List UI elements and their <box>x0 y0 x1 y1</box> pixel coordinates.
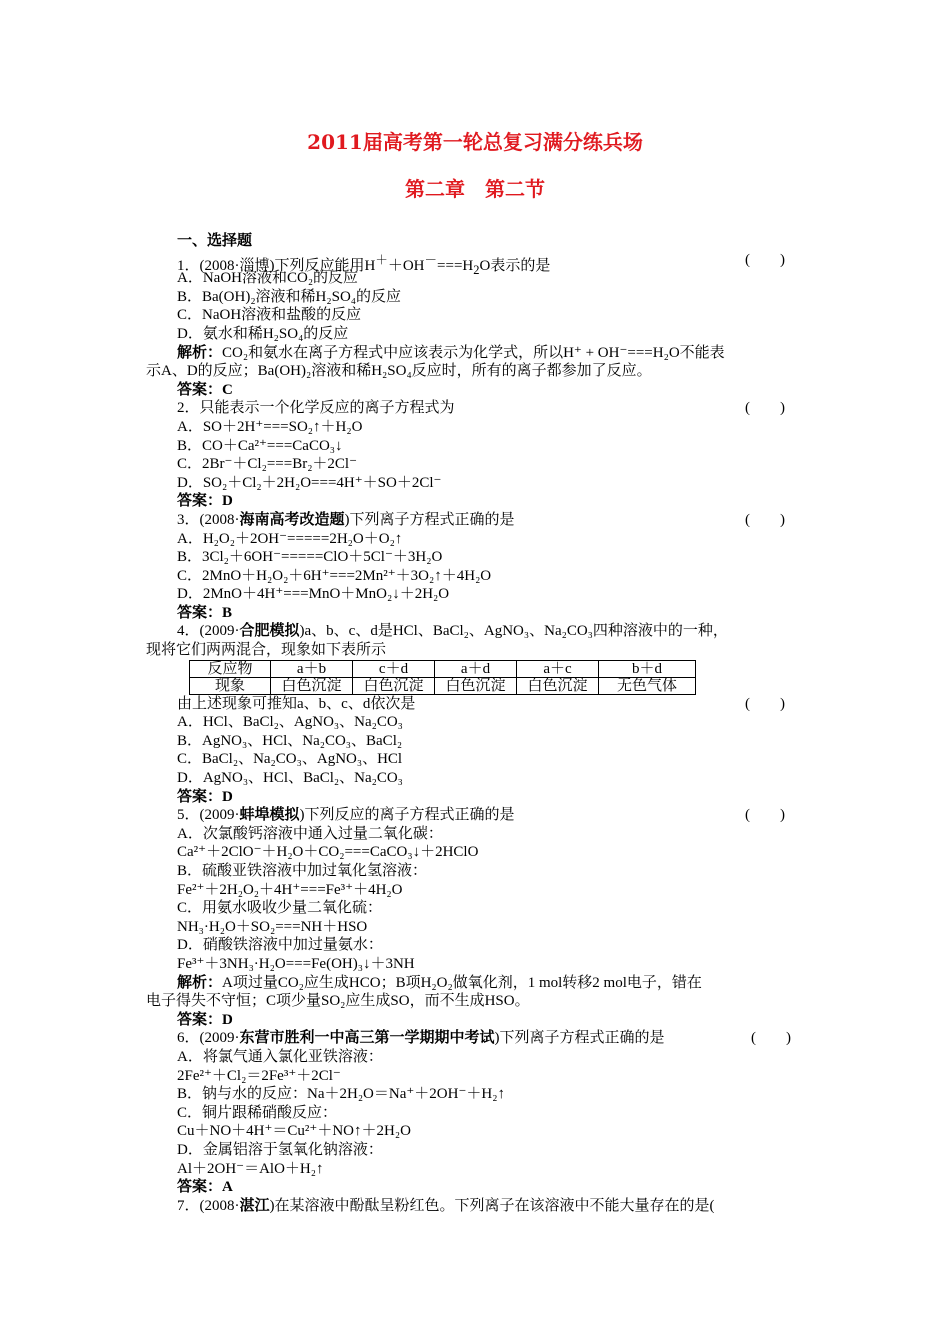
question-list <box>0 232 950 1215</box>
question-4-option-c: C．BaCl₂、Na₂CO₃、AgNO₃、HCl <box>177 751 403 768</box>
question-5-analysis: 解析：A项过量CO₂应生成HCO；B项H₂O₂做氧化剂，1 mol转移2 mol电子，错在 <box>177 974 702 991</box>
question-1-stem: 1．(2008·淄博)下列反应能用$H^++OH^-===H_2O$表示的是 ( ) <box>177 251 785 277</box>
table-cell: a＋d <box>435 660 517 677</box>
question-6-option-d-equation: Al＋2OH⁻＝AlO＋H₂↑ <box>177 1160 324 1177</box>
question-2-option-c: C．2Br⁻＋Cl₂===Br₂＋2Cl⁻ <box>177 456 358 473</box>
question-6-option-c-equation: Cu＋NO＋4H⁺＝Cu²⁺＋NO↑＋2H₂O <box>177 1123 411 1140</box>
question-5-option-b-equation: Fe²⁺＋2H₂O₂＋4H⁺===Fe³⁺＋4H₂O <box>177 881 403 898</box>
question-6-option-d: D．金属铝溶于氢氧化钠溶液： <box>177 1141 383 1158</box>
question-6-option-b: B．钠与水的反应：Na＋2H₂O＝Na⁺＋2OH⁻＋H₂↑ <box>177 1086 505 1103</box>
answer-blank[interactable]: ( ) <box>745 807 785 824</box>
question-5-option-c: C．用氨水吸收少量二氧化硫： <box>177 900 383 917</box>
question-5-option-d-equation: Fe³⁺＋3NH₃·H₂O===Fe(OH)₃↓＋3NH <box>177 955 415 972</box>
question-1-analysis: 解析：CO₂和氨水在离子方程式中应该表示为化学式，所以H⁺ + OH⁻===H₂O不能表 <box>177 344 725 361</box>
question-5-option-a: A．次氯酸钙溶液中通入过量二氧化碳： <box>177 825 443 842</box>
table-cell: 无色气体 <box>599 677 696 694</box>
question-2-option-a: A．SO＋2H⁺===SO₂↑＋H₂O <box>177 418 363 435</box>
question-6-option-c: C．铜片跟稀硝酸反应： <box>177 1104 338 1121</box>
question-5-answer: 答案：D <box>177 1011 233 1028</box>
question-6-stem: 6．(2009·东营市胜利一中高三第一学期期中考试)下列离子方程式正确的是 ( ) <box>177 1030 791 1047</box>
table-header-row <box>190 660 696 677</box>
question-1-answer: 答案：C <box>177 381 233 398</box>
question-4-answer: 答案：D <box>177 788 233 805</box>
question-6-option-a: A．将氯气通入氯化亚铁溶液： <box>177 1048 383 1065</box>
question-6-answer: 答案：A <box>177 1179 233 1196</box>
question-6-option-a-equation: 2Fe²⁺＋Cl₂＝2Fe³⁺＋2Cl⁻ <box>177 1067 341 1084</box>
table-cell: 白色沉淀 <box>435 677 517 694</box>
answer-blank[interactable]: ( ) <box>745 511 785 528</box>
question-3-answer: 答案：B <box>177 604 233 621</box>
table-row <box>190 677 696 694</box>
question-7-stem: 7．(2008·湛江)在某溶液中酚酞呈粉红色。下列离子在该溶液中不能大量存在的是( <box>177 1197 715 1214</box>
table-cell: c＋d <box>353 660 435 677</box>
chapter-subtitle: 第二章 第二节 <box>405 177 545 201</box>
table-cell: a＋c <box>517 660 599 677</box>
table-cell: 反应物 <box>190 660 271 677</box>
question-2-option-d: D．SO₂＋Cl₂＋2H₂O===4H⁺＋SO＋2Cl⁻ <box>177 474 442 491</box>
answer-blank[interactable]: ( ) <box>745 400 785 417</box>
question-4-stem-3: 由上述现象可推知a、b、c、d依次是 ( ) <box>177 695 785 712</box>
section-heading: 一、选择题 <box>177 233 253 249</box>
question-3-stem: 3．(2008·海南高考改造题)下列离子方程式正确的是 ( ) <box>177 511 785 528</box>
question-4-option-d: D．AgNO₃、HCl、BaCl₂、Na₂CO₃ <box>177 770 403 787</box>
question-1-option-b: B．Ba(OH)₂溶液和稀H₂SO₄的反应 <box>177 288 402 305</box>
question-5-option-d: D．硝酸铁溶液中加过量氨水： <box>177 937 383 954</box>
question-4-stem: 4．(2009·合肥模拟)a、b、c、d是HCl、BaCl₂、AgNO₃、Na₂CO₃四种溶液中的一种， <box>177 623 728 640</box>
answer-blank[interactable]: ( ) <box>745 695 785 712</box>
question-5-option-b: B．硫酸亚铁溶液中加过氧化氢溶液： <box>177 863 428 879</box>
table-cell: 白色沉淀 <box>353 677 435 694</box>
question-5-option-a-equation: Ca²⁺＋2ClO⁻＋H₂O＋CO₂===CaCO₃↓＋2HClO <box>177 844 479 861</box>
document-title: 2011届高考第一轮总复习满分练兵场 <box>307 130 643 154</box>
question-2-answer: 答案：D <box>177 493 233 510</box>
answer-blank[interactable]: ( ) <box>745 251 785 268</box>
question-5-analysis-cont: 电子得失不守恒；C项少量SO₂应生成SO，而不生成HSO。 <box>146 993 530 1010</box>
table-cell: b＋d <box>599 660 696 677</box>
question-4-stem-cont: 现将它们两两混合，现象如下表所示 <box>146 642 387 659</box>
table-cell: 白色沉淀 <box>271 677 353 694</box>
question-5-option-c-equation: NH₃·H₂O＋SO₂===NH＋HSO <box>177 918 368 935</box>
answer-blank[interactable]: ( ) <box>751 1030 791 1047</box>
question-1-option-d: D．氨水和稀H₂SO₄的反应 <box>177 325 349 342</box>
table-cell: 现象 <box>190 677 271 694</box>
table-cell: a＋b <box>271 660 353 677</box>
question-3-option-b: B．3Cl₂＋6OH⁻=====ClO＋5Cl⁻＋3H₂O <box>177 549 443 566</box>
question-4-option-a: A．HCl、BaCl₂、AgNO₃、Na₂CO₃ <box>177 714 403 731</box>
question-1-option-c: C．NaOH溶液和盐酸的反应 <box>177 307 362 324</box>
question-2-stem: 2．只能表示一个化学反应的离子方程式为 ( ) <box>177 400 785 417</box>
question-5-stem: 5．(2009·蚌埠模拟)下列反应的离子方程式正确的是 ( ) <box>177 807 785 824</box>
reaction-table <box>189 660 696 695</box>
table-cell: 白色沉淀 <box>517 677 599 694</box>
question-3-option-d: D．2MnO＋4H⁺===MnO＋MnO₂↓＋2H₂O <box>177 586 450 603</box>
question-2-option-b: B．CO＋Ca²⁺===CaCO₃↓ <box>177 437 343 454</box>
question-3-option-c: C．2MnO＋H₂O₂＋6H⁺===2Mn²⁺＋3O₂↑＋4H₂O <box>177 567 492 584</box>
question-4-option-b: B．AgNO₃、HCl、Na₂CO₃、BaCl₂ <box>177 732 403 749</box>
question-1-analysis-cont: 示A、D的反应；Ba(OH)₂溶液和稀H₂SO₄反应时，所有的离子都参加了反应。 <box>146 363 652 380</box>
question-3-option-a: A．H₂O₂＋2OH⁻=====2H₂O＋O₂↑ <box>177 530 403 547</box>
question-1-option-a: A．NaOH溶液和CO₂的反应 <box>177 270 359 287</box>
